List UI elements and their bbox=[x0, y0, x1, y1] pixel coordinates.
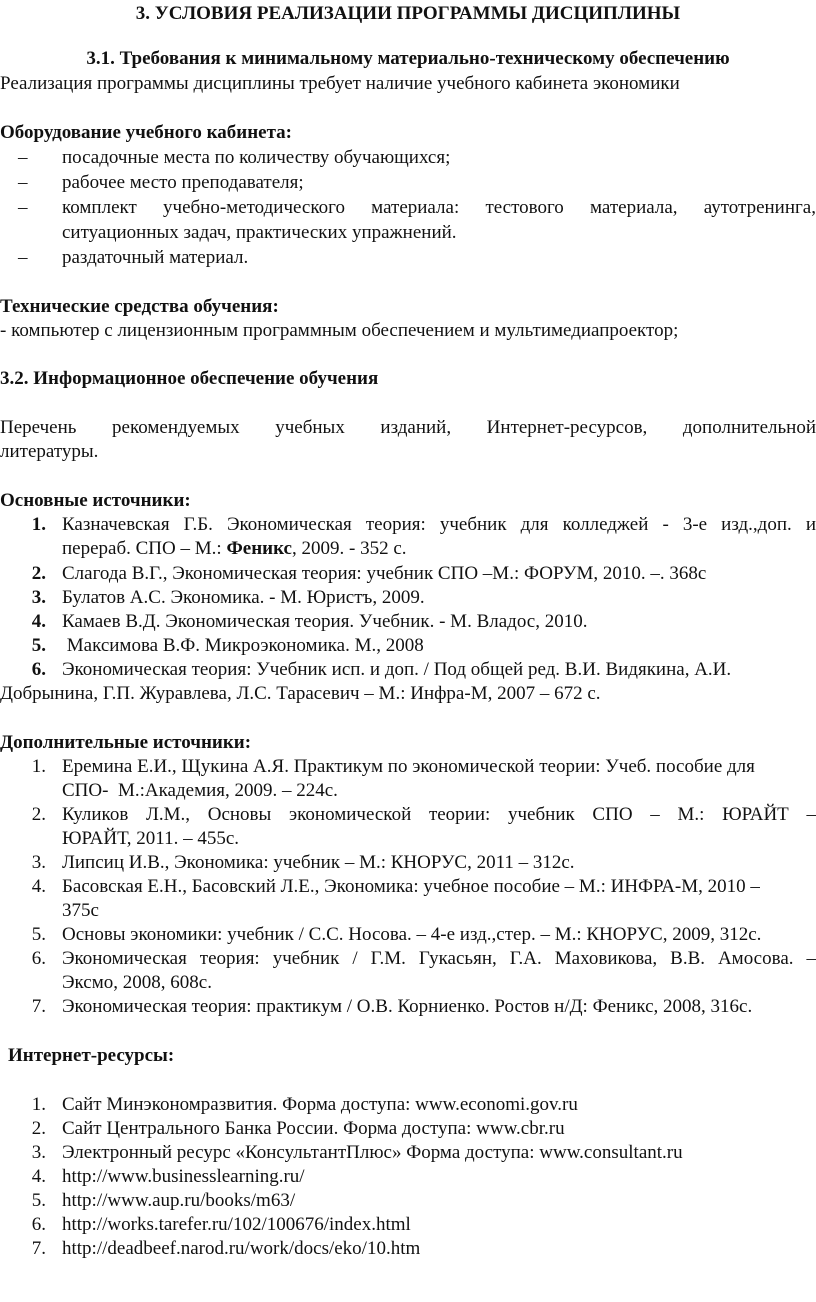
list-number: 2. bbox=[31, 804, 46, 825]
extra-source-item: Куликов Л.М., Основы экономической теории: учебник СПО – М.: ЮРАЙТ – bbox=[62, 804, 816, 825]
list-number: 1. bbox=[31, 756, 46, 777]
main-source-item: Экономическая теория: Учебник исп. и доп. / Под общей ред. В.И. Видякина, А.И. bbox=[62, 659, 732, 680]
internet-resource-link[interactable]: http://works.tarefer.ru/102/100676/index.html bbox=[62, 1214, 411, 1235]
dash-marker: – bbox=[18, 197, 28, 218]
internet-resource-item: Электронный ресурс «КонсультантПлюс» Форма доступа: www.consultant.ru bbox=[62, 1142, 683, 1163]
list-number: 2. bbox=[31, 563, 46, 584]
section-3-1-heading: 3.1. Требования к минимальному материально-техническому обеспечению bbox=[86, 48, 730, 69]
extra-source-item: Экономическая теория: практикум / О.В. Корниенко. Ростов н/Д: Феникс, 2008, 316с. bbox=[62, 996, 753, 1017]
list-number: 1. bbox=[31, 514, 46, 535]
dash-marker: – bbox=[18, 247, 28, 268]
tech-text: - компьютер с лицензионным программным обеспечением и мультимедиапроектор; bbox=[0, 320, 679, 341]
list-number: 4. bbox=[31, 611, 46, 632]
main-source-item: Максимова В.Ф. Микроэкономика. М., 2008 bbox=[62, 635, 424, 656]
internet-heading: Интернет-ресурсы: bbox=[8, 1045, 175, 1066]
dash-marker: – bbox=[18, 147, 28, 168]
equipment-item: рабочее место преподавателя; bbox=[62, 172, 304, 193]
list-number: 7. bbox=[31, 996, 46, 1017]
section-3-1-intro: Реализация программы дисциплины требует наличие учебного кабинета экономики bbox=[0, 73, 680, 94]
list-number: 6. bbox=[31, 659, 46, 680]
list-number: 3. bbox=[31, 587, 46, 608]
section-3-2-heading: 3.2. Информационное обеспечение обучения bbox=[0, 368, 379, 389]
main-source-item: Булатов А.С. Экономика. - М. Юристъ, 2009. bbox=[62, 587, 425, 608]
equipment-item: раздаточный материал. bbox=[62, 247, 249, 268]
dash-marker: – bbox=[18, 172, 28, 193]
main-source-item-continued bbox=[62, 537, 407, 560]
main-sources-heading: Основные источники: bbox=[0, 490, 191, 511]
extra-source-item-continued: ЮРАЙТ, 2011. – 455с. bbox=[62, 828, 240, 849]
extra-source-item: Экономическая теория: учебник / Г.М. Гукасьян, Г.А. Маховикова, В.В. Амосова. – bbox=[62, 948, 816, 969]
extra-source-item: Басовская Е.Н., Басовский Л.Е., Экономика: учебное пособие – М.: ИНФРА-М, 2010 – bbox=[62, 876, 760, 897]
extra-source-item: Липсиц И.В., Экономика: учебник – М.: КНОРУС, 2011 – 312с. bbox=[62, 852, 575, 873]
list-number: 3. bbox=[31, 1142, 46, 1163]
list-number: 5. bbox=[31, 635, 46, 656]
extra-source-item-continued: СПО- М.:Академия, 2009. – 224с. bbox=[62, 780, 338, 801]
list-number: 1. bbox=[31, 1094, 46, 1115]
list-number: 2. bbox=[31, 1118, 46, 1139]
extra-sources-heading: Дополнительные источники: bbox=[0, 732, 252, 753]
list-number: 5. bbox=[31, 1190, 46, 1211]
equipment-heading: Оборудование учебного кабинета: bbox=[0, 122, 293, 143]
extra-source-item: Еремина Е.И., Щукина А.Я. Практикум по экономической теории: Учеб. пособие для bbox=[62, 756, 755, 777]
internet-resource-link[interactable]: http://www.aup.ru/books/m63/ bbox=[62, 1190, 296, 1211]
list-number: 7. bbox=[31, 1238, 46, 1259]
internet-resource-link[interactable]: http://deadbeef.narod.ru/work/docs/eko/10.htm bbox=[62, 1238, 421, 1259]
list-number: 4. bbox=[31, 1166, 46, 1187]
equipment-item: комплект учебно-методического материала: тестового материала, аутотренинга, bbox=[62, 197, 816, 218]
list-number: 6. bbox=[31, 1214, 46, 1235]
main-source-item: Камаев В.Д. Экономическая теория. Учебник. - М. Владос, 2010. bbox=[62, 611, 588, 632]
internet-resource-item: Сайт Центрального Банка России. Форма доступа: www.cbr.ru bbox=[62, 1118, 565, 1139]
extra-source-item-continued: 375с bbox=[62, 900, 99, 921]
equipment-item: посадочные места по количеству обучающихся; bbox=[62, 147, 451, 168]
main-source-item: Слагода В.Г., Экономическая теория: учебник СПО –М.: ФОРУМ, 2010. –. 368с bbox=[62, 563, 707, 584]
section-3-2-intro-continued: литературы. bbox=[0, 441, 99, 462]
main-source-item-continued: Добрынина, Г.П. Журавлева, Л.С. Тарасевич – М.: Инфра-М, 2007 – 672 с. bbox=[0, 683, 601, 704]
list-number: 4. bbox=[31, 876, 46, 897]
source-text: перераб. СПО – М.: bbox=[62, 538, 227, 559]
list-number: 6. bbox=[31, 948, 46, 969]
internet-resource-link[interactable]: http://www.businesslearning.ru/ bbox=[62, 1166, 305, 1187]
list-number: 5. bbox=[31, 924, 46, 945]
publisher-name: Феникс bbox=[226, 538, 292, 559]
extra-source-item-continued: Эксмо, 2008, 608с. bbox=[62, 972, 212, 993]
extra-source-item: Основы экономики: учебник / С.С. Носова. – 4-е изд.,стер. – М.: КНОРУС, 2009, 312с. bbox=[62, 924, 762, 945]
equipment-item-continued: ситуационных задач, практических упражнений. bbox=[62, 222, 457, 243]
tech-heading: Технические средства обучения: bbox=[0, 296, 279, 317]
source-text: , 2009. - 352 с. bbox=[292, 538, 407, 559]
main-source-item: Казначевская Г.Б. Экономическая теория: учебник для колледжей - 3-е изд.,доп. и bbox=[62, 514, 816, 535]
page-title: 3. УСЛОВИЯ РЕАЛИЗАЦИИ ПРОГРАММЫ ДИСЦИПЛИНЫ bbox=[135, 3, 681, 24]
list-number: 3. bbox=[31, 852, 46, 873]
section-3-2-intro: Перечень рекомендуемых учебных изданий, Интернет-ресурсов, дополнительной bbox=[0, 417, 816, 438]
internet-resource-item: Сайт Минэкономразвития. Форма доступа: www.economi.gov.ru bbox=[62, 1094, 578, 1115]
